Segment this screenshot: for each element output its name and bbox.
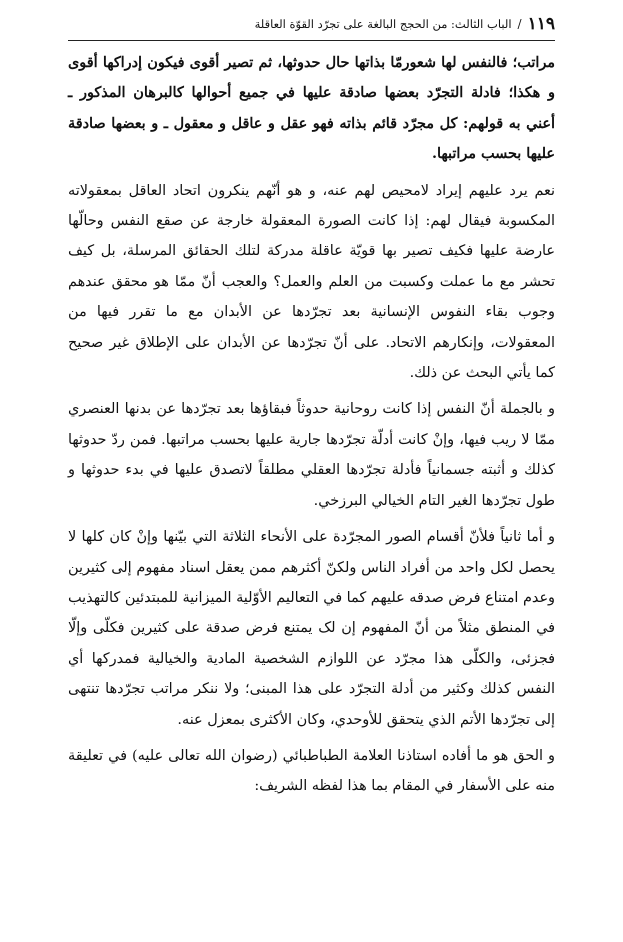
- paragraph-1: مراتب؛ فالنفس لها شعورمّا بذاتها حال حدوثها، ثم تصير أقوى فيكون إدراكها أقوى و هكذا؛ فادلة التجرّد بعضها صادقة عليها في جميع أحوالها كالبرهان المذكور ـ أعني به قولهم: كل مجرّد قائم بذاته فهو عقل و عاقل و معقول ـ و بعضها صادقة عليها بحسب مراتبها.: [68, 54, 555, 163]
- chapter-title: الباب الثالث: من الحجج البالغة على تجرّد القوّة العاقلة: [254, 17, 512, 31]
- body-text: [68, 48, 555, 808]
- header-separator: /: [517, 17, 522, 31]
- paragraph-5: و الحق هو ما أفاده استاذنا العلامة الطباطبائي (رضوان الله تعالى عليه) في تعليقة منه على الأسفار في المقام بما هذا لفظه الشريف:: [68, 747, 555, 795]
- paragraph-3: و بالجملة أنّ النفس إذا كانت روحانية حدوثاً فبقاؤها بعد تجرّدها عن بدنها العنصري ممّا لا ريب فيها، وإنْ كانت أدلّة تجرّدها جارية عليها بحسب مراتبها. فمن ردّ حدوثها كذلك و أثبته جسمانياً فأدلة تجرّدها العقلي مطلقاً لاتصدق عليها في بدء حدوثها و طول تجرّدها الغير التام الخيالي البرزخي.: [68, 401, 555, 509]
- page-number: ١١٩: [527, 14, 555, 34]
- header-divider: [68, 40, 555, 41]
- paragraph-4: و أما ثانياً فلأنّ أقسام الصور المجرّدة على الأنحاء الثلاثة التي بيّنها وإنْ كان كلها لا يحصل لكل واحد من أفراد الناس ولكنّ أكثرهم ممن يعقل اسناد مفهوم إلى كثيرين وعدم امتناع فرض صدقه عليهم كما في التعاليم الأوّلية الميزانية للمبتدئين كالتهذيب في المنطق مثلاً من أنّ المفهوم إن لک يمتنع فرض صدقة على كثيرين فكلّى وإلّا فجزئى، والكلّى هذا مجرّد عن اللوازم الشخصية المادية والخيالية فمدركها أي النفس كذلك وكثير من أدلة التجرّد على هذا المبنى؛ ولا ننكر مراتب تجرّدها تنتهى إلى تجرّدها الأتم الذي يتحقق للأوحدي، وكان الأكثرى بمعزل عنه.: [68, 529, 555, 728]
- paragraph-2: نعم يرد عليهم إيراد لامحيص لهم عنه، و هو أنّهم ينكرون اتحاد العاقل بمعقولاته المكسوبة فيقال لهم: إذا كانت الصورة المعقولة خارجة عن صقع النفس وحالّها عارضة عليها فكيف تصير بها قويّة عاقلة مدركة لتلك الحقائق المرسلة، بل كيف تحشر مع ما عملت وكسبت من العلم والعمل؟ والعجب أنّ ممّا هو محقق عندهم وجوب بقاء النفوس الإنسانية بعد تجرّدها عن الأبدان مع ما تقرر فيها من المعقولات، وإنكارهم الاتحاد. على أنّ تجرّدها عن الأبدان على الإطلاق غير صحيح كما يأتي البحث عن ذلك.: [68, 182, 555, 382]
- running-header: [68, 10, 555, 38]
